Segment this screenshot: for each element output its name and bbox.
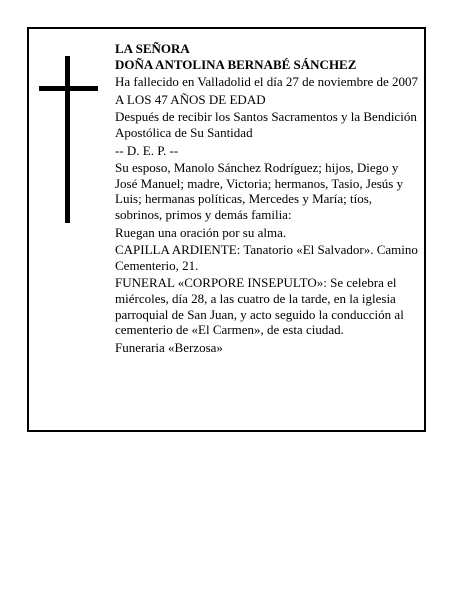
obituary-notice (27, 27, 426, 432)
chapel-line: CAPILLA ARDIENTE: Tanatorio «El Salvador». Camino Cementerio, 21. (115, 242, 418, 273)
notice-title: LA SEÑORA (115, 41, 190, 56)
death-info: Ha fallecido en Valladolid el día 27 de noviembre de 2007 (115, 74, 418, 90)
deceased-name: DOÑA ANTOLINA BERNABÉ SÁNCHEZ (115, 56, 357, 72)
funeral-home-line: Funeraria «Berzosa» (115, 339, 223, 355)
rip-line: -- D. E. P. -- (115, 142, 179, 158)
family-line: Su esposo, Manolo Sánchez Rodríguez; hijos, Diego y José Manuel; madre, Victoria; hermanos, Tasio, Jesús y Luis; hermanas políticas, Mercedes y María; tíos, sobrinos, primos y demás familia: (115, 160, 404, 222)
funeral-line: FUNERAL «CORPORE INSEPULTO»: Se celebra el miércoles, día 28, a las cuatro de la tarde, en la iglesia parroquial de San Juan, y acto seguido la conducción al cementerio de «El Carmen», de esta ciudad. (115, 275, 404, 338)
sacraments-line: Después de recibir los Santos Sacramentos y la Bendición Apostólica de Su Santidad (115, 109, 417, 140)
age-line: A LOS 47 AÑOS DE EDAD (115, 91, 266, 107)
notice-text (115, 41, 420, 357)
cross-vertical-bar (65, 56, 70, 223)
cross-horizontal-bar (39, 86, 98, 91)
cross-icon (29, 29, 109, 229)
prayer-line: Ruegan una oración por su alma. (115, 224, 287, 240)
